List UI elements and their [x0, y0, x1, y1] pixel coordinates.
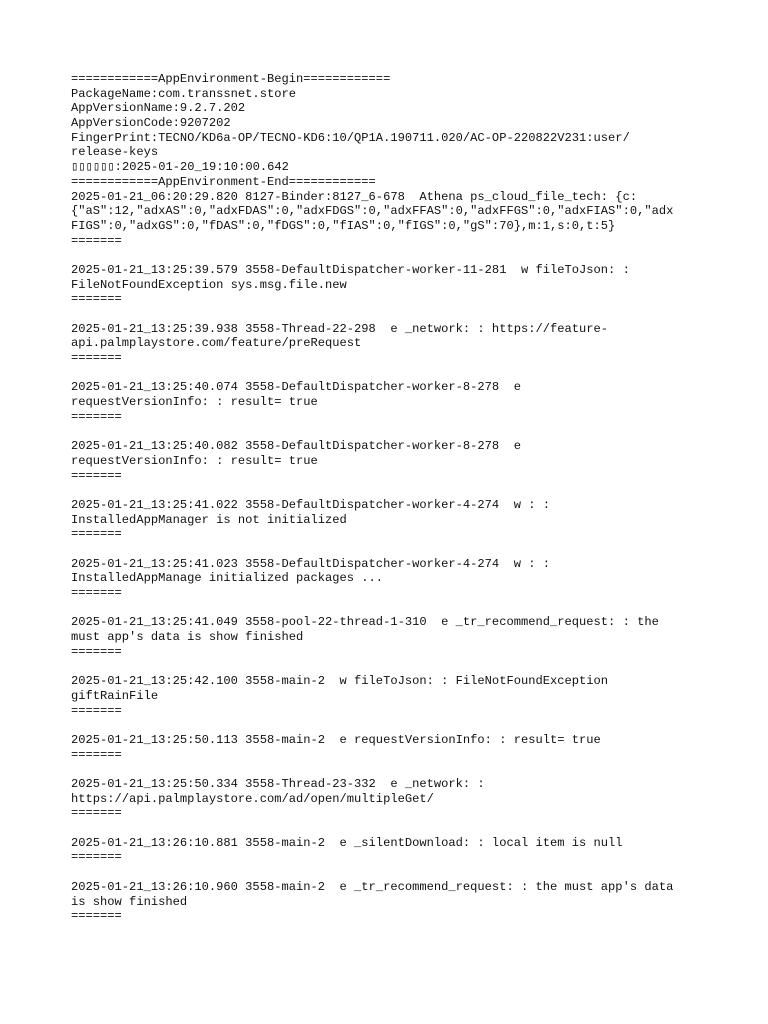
log-entry-text-line: 2025-01-21_13:25:40.074 3558-DefaultDispatcher-worker-8-278 e — [71, 380, 521, 395]
log-entry-text-line: 2025-01-21_13:25:41.049 3558-pool-22-thread-1-310 e _tr_recommend_request: : the — [71, 615, 659, 630]
log-entry-separator: ======= — [71, 586, 122, 601]
log-entry-separator: ======= — [71, 351, 122, 366]
log-entry — [71, 439, 711, 483]
log-entry-text-line: giftRainFile — [71, 688, 159, 703]
log-entry-separator: ======= — [71, 806, 122, 821]
log-entry — [71, 674, 711, 718]
log-entries — [71, 190, 711, 924]
log-entry — [71, 615, 711, 659]
log-entry — [71, 380, 711, 424]
header-end-line: ============AppEnvironment-End============ — [71, 174, 376, 189]
log-entry-separator: ======= — [71, 747, 122, 762]
log-entry-text-line: InstalledAppManager is not initialized — [71, 512, 347, 527]
log-entry-separator: ======= — [71, 909, 122, 924]
log-entry — [71, 322, 711, 366]
log-entry-text-line: {"aS":12,"adxAS":0,"adxFDAS":0,"adxFDGS":0,"adxFFAS":0,"adxFFGS":0,"adxFIAS":0,"adx — [71, 204, 674, 219]
log-entry — [71, 557, 711, 601]
log-entry — [71, 263, 711, 307]
log-entry — [71, 733, 711, 762]
log-entry — [71, 777, 711, 821]
log-entry-text-line: InstalledAppManage initialized packages ... — [71, 571, 384, 586]
log-entry-text-line: 2025-01-21_13:26:10.881 3558-main-2 e _silentDownload: : local item is null — [71, 835, 623, 850]
log-entry-text-line: 2025-01-21_13:26:10.960 3558-main-2 e _tr_recommend_request: : the must app's data — [71, 879, 674, 894]
install-time-line: ▯▯▯▯▯▯:2025-01-20_19:10:00.642 — [71, 160, 289, 175]
log-entry — [71, 498, 711, 542]
log-entry-separator: ======= — [71, 527, 122, 542]
log-entry-separator: ======= — [71, 644, 122, 659]
log-entry — [71, 836, 711, 865]
log-entry-text-line: is show finished — [71, 894, 188, 909]
log-entry-separator: ======= — [71, 233, 122, 248]
log-entry-text-line: requestVersionInfo: : result= true — [71, 395, 318, 410]
log-entry-text-line: 2025-01-21_13:25:50.113 3558-main-2 e requestVersionInfo: : result= true — [71, 732, 601, 747]
log-entry-separator: ======= — [71, 850, 122, 865]
version-code-line: AppVersionCode:9207202 — [71, 116, 231, 131]
log-document — [71, 72, 711, 924]
log-entry-separator: ======= — [71, 468, 122, 483]
log-entry-text-line: 2025-01-21_13:25:42.100 3558-main-2 w fileToJson: : FileNotFoundException — [71, 674, 609, 689]
log-entry-text-line: 2025-01-21_13:25:40.082 3558-DefaultDispatcher-worker-8-278 e — [71, 439, 521, 454]
log-entry-text-line: api.palmplaystore.com/feature/preRequest — [71, 336, 362, 351]
log-entry-text-line: https://api.palmplaystore.com/ad/open/multipleGet/ — [71, 791, 434, 806]
fingerprint-line: FingerPrint:TECNO/KD6a-OP/TECNO-KD6:10/QP1A.190711.020/AC-OP-220822V231:user/ — [71, 130, 630, 145]
log-entry-text-line: 2025-01-21_13:25:39.938 3558-Thread-22-298 e _network: : https://feature- — [71, 321, 609, 336]
log-entry-text-line: FIGS":0,"adxGS":0,"fDAS":0,"fDGS":0,"fIAS":0,"fIGS":0,"gS":70},m:1,s:0,t:5} — [71, 218, 616, 233]
fingerprint-line-continued: release-keys — [71, 145, 159, 160]
log-entry-text-line: FileNotFoundException sys.msg.file.new — [71, 277, 347, 292]
package-name-line: PackageName:com.transsnet.store — [71, 86, 296, 101]
app-environment-header — [71, 72, 711, 190]
log-entry-text-line: 2025-01-21_13:25:41.023 3558-DefaultDispatcher-worker-4-274 w : : — [71, 556, 550, 571]
log-entry-text-line: 2025-01-21_06:20:29.820 8127-Binder:8127_6-678 Athena ps_cloud_file_tech: {c: — [71, 189, 638, 204]
log-entry — [71, 190, 711, 249]
log-entry — [71, 880, 711, 924]
log-entry-text-line: must app's data is show finished — [71, 630, 304, 645]
log-entry-separator: ======= — [71, 703, 122, 718]
log-entry-separator: ======= — [71, 292, 122, 307]
log-entry-separator: ======= — [71, 409, 122, 424]
log-entry-text-line: 2025-01-21_13:25:41.022 3558-DefaultDispatcher-worker-4-274 w : : — [71, 497, 550, 512]
log-entry-text-line: 2025-01-21_13:25:39.579 3558-DefaultDispatcher-worker-11-281 w fileToJson: : — [71, 262, 630, 277]
log-entry-text-line: requestVersionInfo: : result= true — [71, 453, 318, 468]
log-entry-text-line: 2025-01-21_13:25:50.334 3558-Thread-23-332 e _network: : — [71, 777, 485, 791]
header-begin-line: ============AppEnvironment-Begin============ — [71, 72, 391, 86]
version-name-line: AppVersionName:9.2.7.202 — [71, 101, 246, 116]
